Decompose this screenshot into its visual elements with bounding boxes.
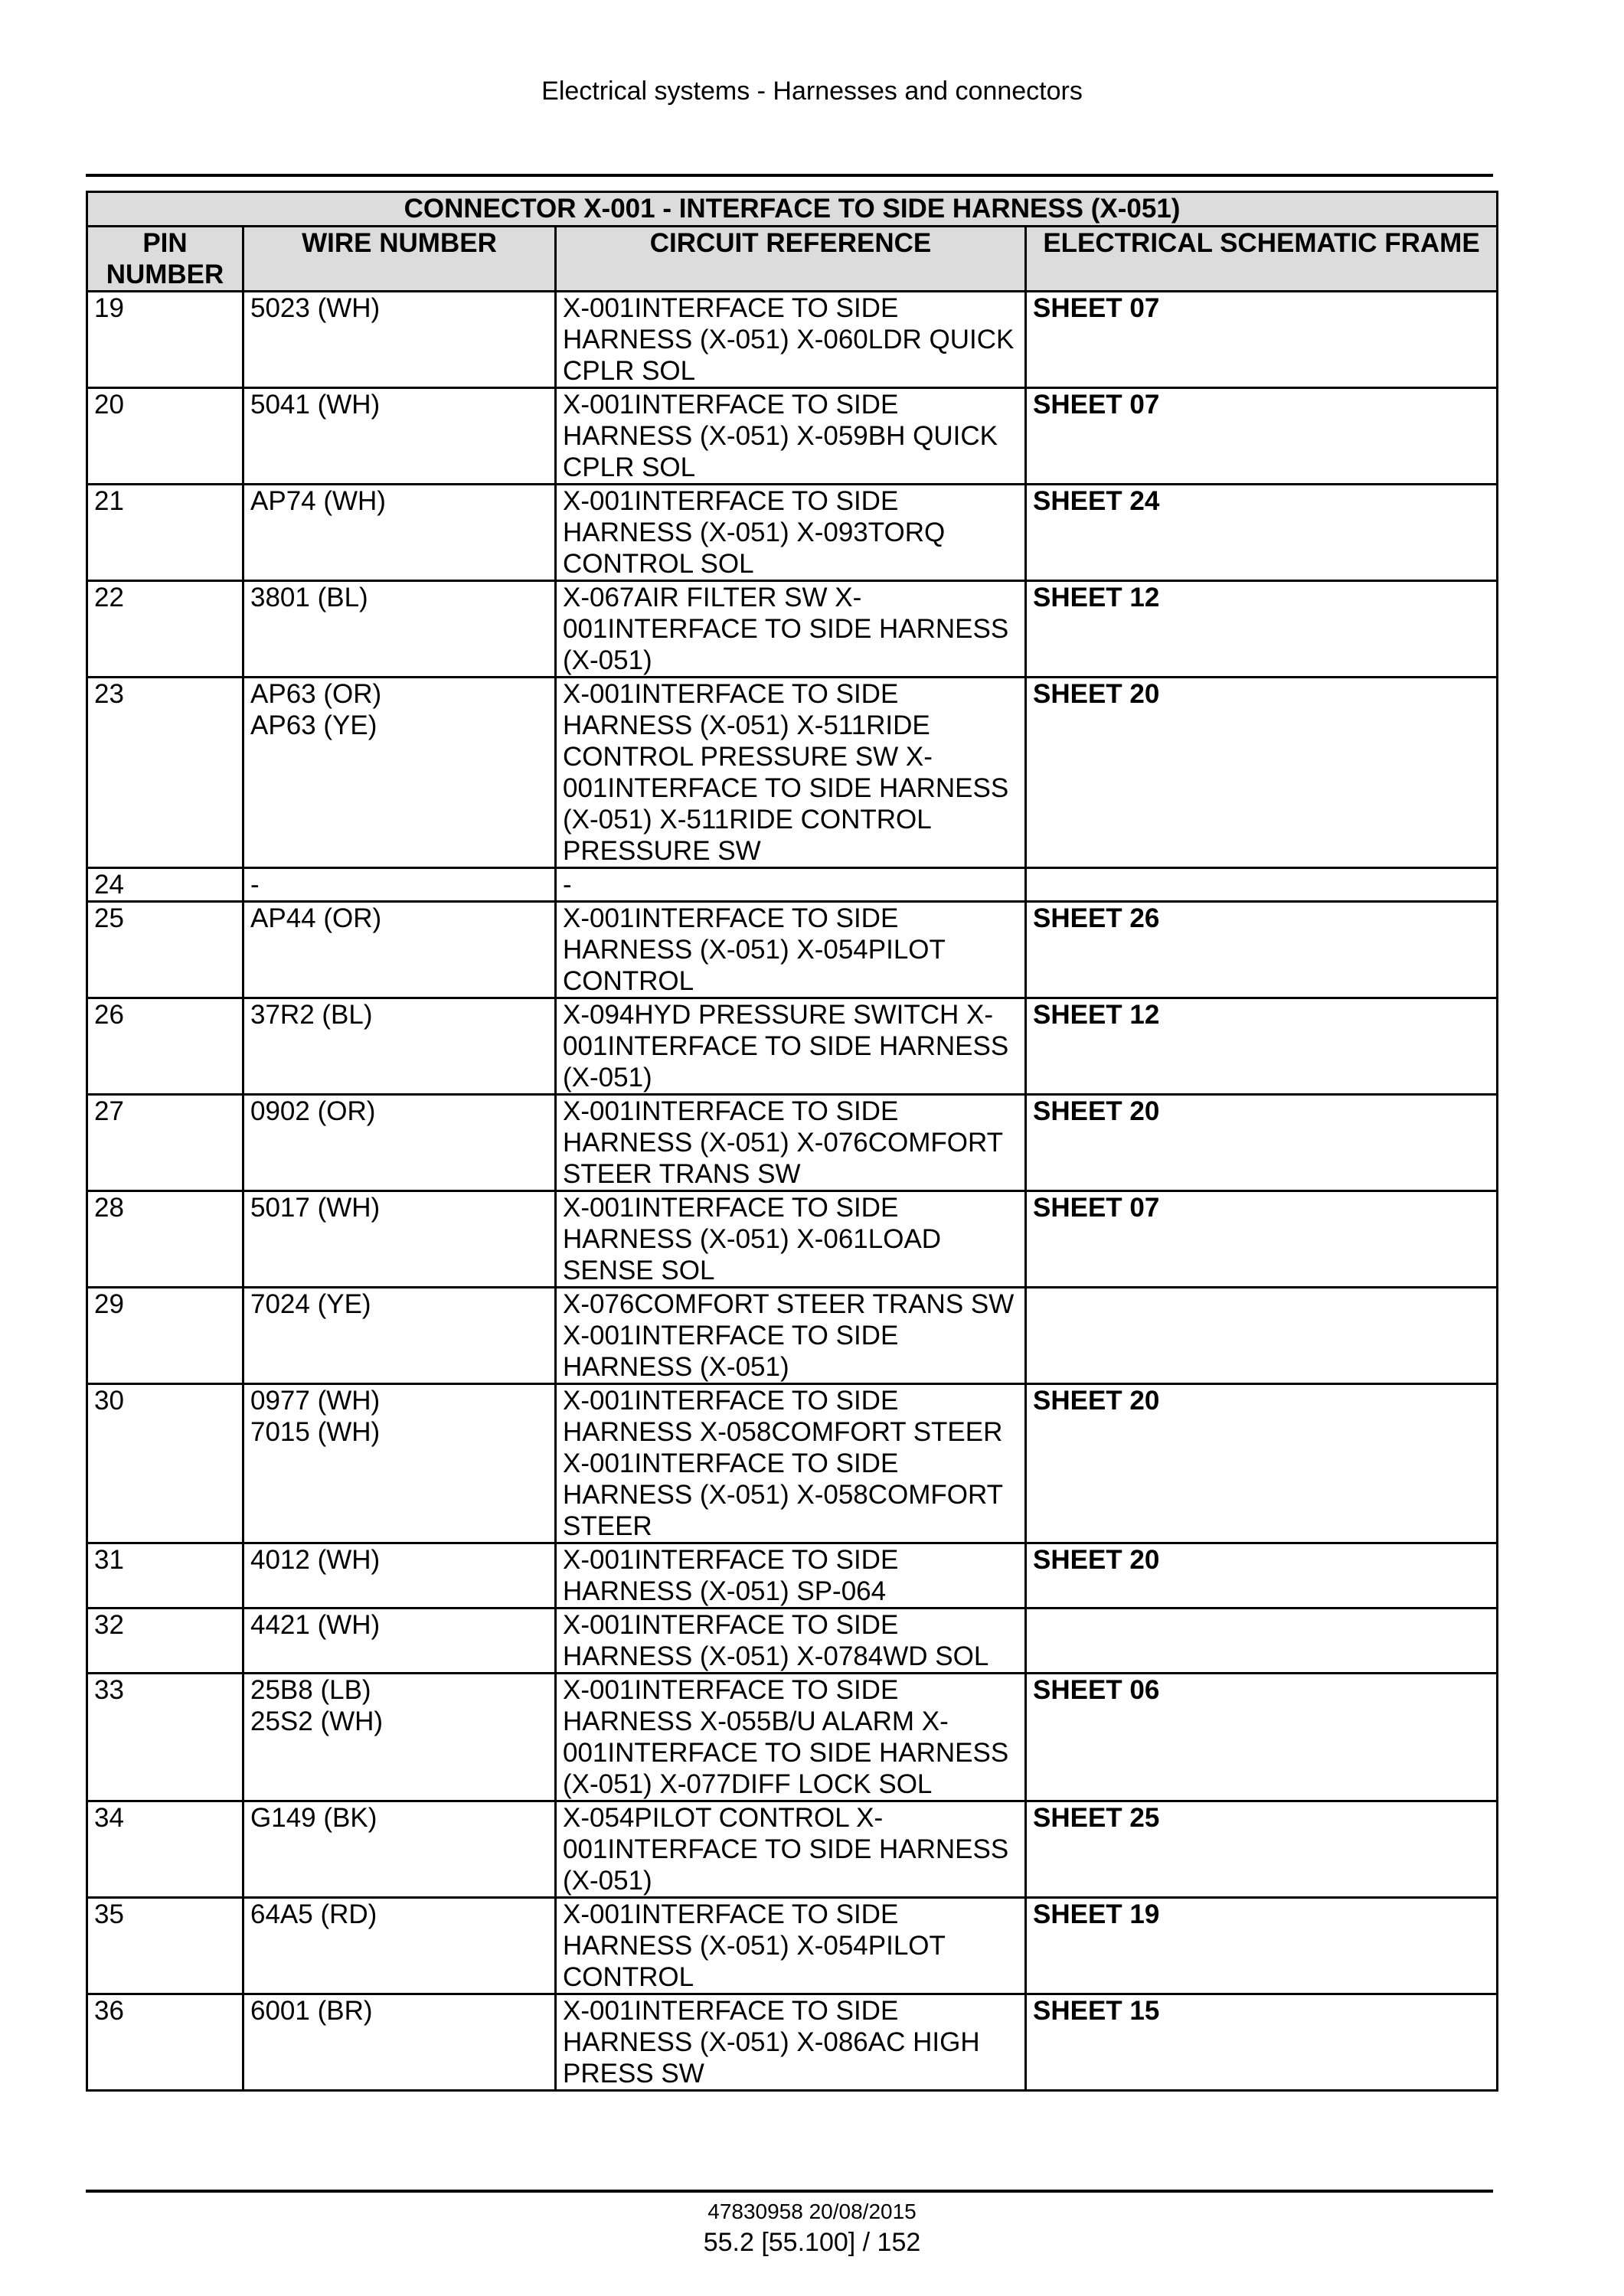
pin-cell: 26 bbox=[87, 998, 243, 1095]
wire-cell: 4421 (WH) bbox=[243, 1609, 556, 1674]
wire-cell: - bbox=[243, 868, 556, 902]
table-row bbox=[87, 678, 1498, 868]
table-row bbox=[87, 1288, 1498, 1384]
frame-cell: SHEET 15 bbox=[1026, 1994, 1498, 2091]
pin-cell: 31 bbox=[87, 1543, 243, 1609]
wire-cell: 25B8 (LB) 25S2 (WH) bbox=[243, 1674, 556, 1801]
page-header: Electrical systems - Harnesses and connectors bbox=[541, 77, 1083, 106]
frame-cell: SHEET 12 bbox=[1026, 581, 1498, 678]
table-row bbox=[87, 485, 1498, 581]
table-row bbox=[87, 1543, 1498, 1609]
circuit-cell: X-001INTERFACE TO SIDE HARNESS (X-051) X-093TORQ CONTROL SOL bbox=[556, 485, 1026, 581]
pin-cell: 36 bbox=[87, 1994, 243, 2091]
pin-cell: 20 bbox=[87, 388, 243, 485]
frame-cell: SHEET 24 bbox=[1026, 485, 1498, 581]
pin-cell: 34 bbox=[87, 1801, 243, 1898]
table-title: CONNECTOR X-001 - INTERFACE TO SIDE HARNESS (X-051) bbox=[87, 192, 1498, 227]
pin-cell: 22 bbox=[87, 581, 243, 678]
wire-cell: 3801 (BL) bbox=[243, 581, 556, 678]
pin-cell: 33 bbox=[87, 1674, 243, 1801]
circuit-cell: X-001INTERFACE TO SIDE HARNESS (X-051) X-086AC HIGH PRESS SW bbox=[556, 1994, 1026, 2091]
circuit-cell: X-001INTERFACE TO SIDE HARNESS (X-051) X-511RIDE CONTROL PRESSURE SW X-001INTERFACE TO SIDE HARNESS (X-051) X-511RIDE CONTROL PRESSURE SW bbox=[556, 678, 1026, 868]
footer-divider bbox=[86, 2190, 1493, 2193]
frame-cell: SHEET 20 bbox=[1026, 1384, 1498, 1543]
pin-cell: 27 bbox=[87, 1095, 243, 1191]
wire-cell: 5023 (WH) bbox=[243, 292, 556, 388]
frame-cell: SHEET 20 bbox=[1026, 1095, 1498, 1191]
frame-cell: SHEET 06 bbox=[1026, 1674, 1498, 1801]
wire-cell: 0902 (OR) bbox=[243, 1095, 556, 1191]
circuit-cell: X-001INTERFACE TO SIDE HARNESS X-058COMFORT STEER X-001INTERFACE TO SIDE HARNESS (X-051) X-058COMFORT STEER bbox=[556, 1384, 1026, 1543]
circuit-cell: X-001INTERFACE TO SIDE HARNESS (X-051) X-061LOAD SENSE SOL bbox=[556, 1191, 1026, 1288]
table-header-row bbox=[87, 227, 1498, 292]
circuit-cell: - bbox=[556, 868, 1026, 902]
pin-cell: 23 bbox=[87, 678, 243, 868]
table-row bbox=[87, 868, 1498, 902]
pin-cell: 24 bbox=[87, 868, 243, 902]
pin-cell: 25 bbox=[87, 902, 243, 998]
frame-cell: SHEET 12 bbox=[1026, 998, 1498, 1095]
circuit-cell: X-001INTERFACE TO SIDE HARNESS (X-051) X-076COMFORT STEER TRANS SW bbox=[556, 1095, 1026, 1191]
pin-cell: 30 bbox=[87, 1384, 243, 1543]
table-row bbox=[87, 1095, 1498, 1191]
wire-cell: 4012 (WH) bbox=[243, 1543, 556, 1609]
frame-cell: SHEET 07 bbox=[1026, 388, 1498, 485]
circuit-cell: X-094HYD PRESSURE SWITCH X-001INTERFACE TO SIDE HARNESS (X-051) bbox=[556, 998, 1026, 1095]
frame-cell bbox=[1026, 1609, 1498, 1674]
circuit-cell: X-001INTERFACE TO SIDE HARNESS (X-051) X-060LDR QUICK CPLR SOL bbox=[556, 292, 1026, 388]
table-row bbox=[87, 1609, 1498, 1674]
document-reference: 47830958 20/08/2015 bbox=[707, 2200, 917, 2223]
circuit-cell: X-001INTERFACE TO SIDE HARNESS (X-051) X-0784WD SOL bbox=[556, 1609, 1026, 1674]
frame-cell: SHEET 25 bbox=[1026, 1801, 1498, 1898]
wire-cell: 6001 (BR) bbox=[243, 1994, 556, 2091]
frame-cell: SHEET 07 bbox=[1026, 292, 1498, 388]
pin-cell: 32 bbox=[87, 1609, 243, 1674]
pin-cell: 29 bbox=[87, 1288, 243, 1384]
column-header-wire: WIRE NUMBER bbox=[243, 227, 556, 292]
table-row bbox=[87, 902, 1498, 998]
page-reference: 55.2 [55.100] / 152 bbox=[703, 2228, 921, 2257]
wire-cell: AP63 (OR) AP63 (YE) bbox=[243, 678, 556, 868]
table-row bbox=[87, 1801, 1498, 1898]
circuit-cell: X-001INTERFACE TO SIDE HARNESS X-055B/U ALARM X-001INTERFACE TO SIDE HARNESS (X-051) X-077DIFF LOCK SOL bbox=[556, 1674, 1026, 1801]
wire-cell: AP74 (WH) bbox=[243, 485, 556, 581]
pin-cell: 19 bbox=[87, 292, 243, 388]
wire-cell: AP44 (OR) bbox=[243, 902, 556, 998]
circuit-cell: X-076COMFORT STEER TRANS SW X-001INTERFACE TO SIDE HARNESS (X-051) bbox=[556, 1288, 1026, 1384]
wire-cell: 5041 (WH) bbox=[243, 388, 556, 485]
circuit-cell: X-001INTERFACE TO SIDE HARNESS (X-051) X-054PILOT CONTROL bbox=[556, 1898, 1026, 1994]
frame-cell: SHEET 20 bbox=[1026, 678, 1498, 868]
table-row bbox=[87, 1384, 1498, 1543]
circuit-cell: X-001INTERFACE TO SIDE HARNESS (X-051) SP-064 bbox=[556, 1543, 1026, 1609]
frame-cell: SHEET 19 bbox=[1026, 1898, 1498, 1994]
column-header-frame: ELECTRICAL SCHEMATIC FRAME bbox=[1026, 227, 1498, 292]
wire-cell: 7024 (YE) bbox=[243, 1288, 556, 1384]
frame-cell bbox=[1026, 868, 1498, 902]
wire-cell: 64A5 (RD) bbox=[243, 1898, 556, 1994]
wire-cell: 5017 (WH) bbox=[243, 1191, 556, 1288]
column-header-pin: PIN NUMBER bbox=[87, 227, 243, 292]
circuit-cell: X-054PILOT CONTROL X-001INTERFACE TO SIDE HARNESS (X-051) bbox=[556, 1801, 1026, 1898]
wire-cell: 37R2 (BL) bbox=[243, 998, 556, 1095]
table-row bbox=[87, 998, 1498, 1095]
frame-cell: SHEET 26 bbox=[1026, 902, 1498, 998]
circuit-cell: X-001INTERFACE TO SIDE HARNESS (X-051) X-054PILOT CONTROL bbox=[556, 902, 1026, 998]
wire-cell: 0977 (WH) 7015 (WH) bbox=[243, 1384, 556, 1543]
column-header-circuit: CIRCUIT REFERENCE bbox=[556, 227, 1026, 292]
pin-cell: 35 bbox=[87, 1898, 243, 1994]
table-row bbox=[87, 1898, 1498, 1994]
frame-cell: SHEET 20 bbox=[1026, 1543, 1498, 1609]
frame-cell bbox=[1026, 1288, 1498, 1384]
wire-cell: G149 (BK) bbox=[243, 1801, 556, 1898]
table-row bbox=[87, 292, 1498, 388]
circuit-cell: X-001INTERFACE TO SIDE HARNESS (X-051) X-059BH QUICK CPLR SOL bbox=[556, 388, 1026, 485]
table-row bbox=[87, 388, 1498, 485]
pin-cell: 21 bbox=[87, 485, 243, 581]
connector-table bbox=[86, 191, 1498, 2092]
pin-cell: 28 bbox=[87, 1191, 243, 1288]
header-divider bbox=[86, 174, 1493, 177]
table-title-row bbox=[87, 192, 1498, 227]
frame-cell: SHEET 07 bbox=[1026, 1191, 1498, 1288]
table-row bbox=[87, 1994, 1498, 2091]
table-row bbox=[87, 1674, 1498, 1801]
table-row bbox=[87, 581, 1498, 678]
circuit-cell: X-067AIR FILTER SW X-001INTERFACE TO SIDE HARNESS (X-051) bbox=[556, 581, 1026, 678]
table-body bbox=[87, 292, 1498, 2091]
table-row bbox=[87, 1191, 1498, 1288]
